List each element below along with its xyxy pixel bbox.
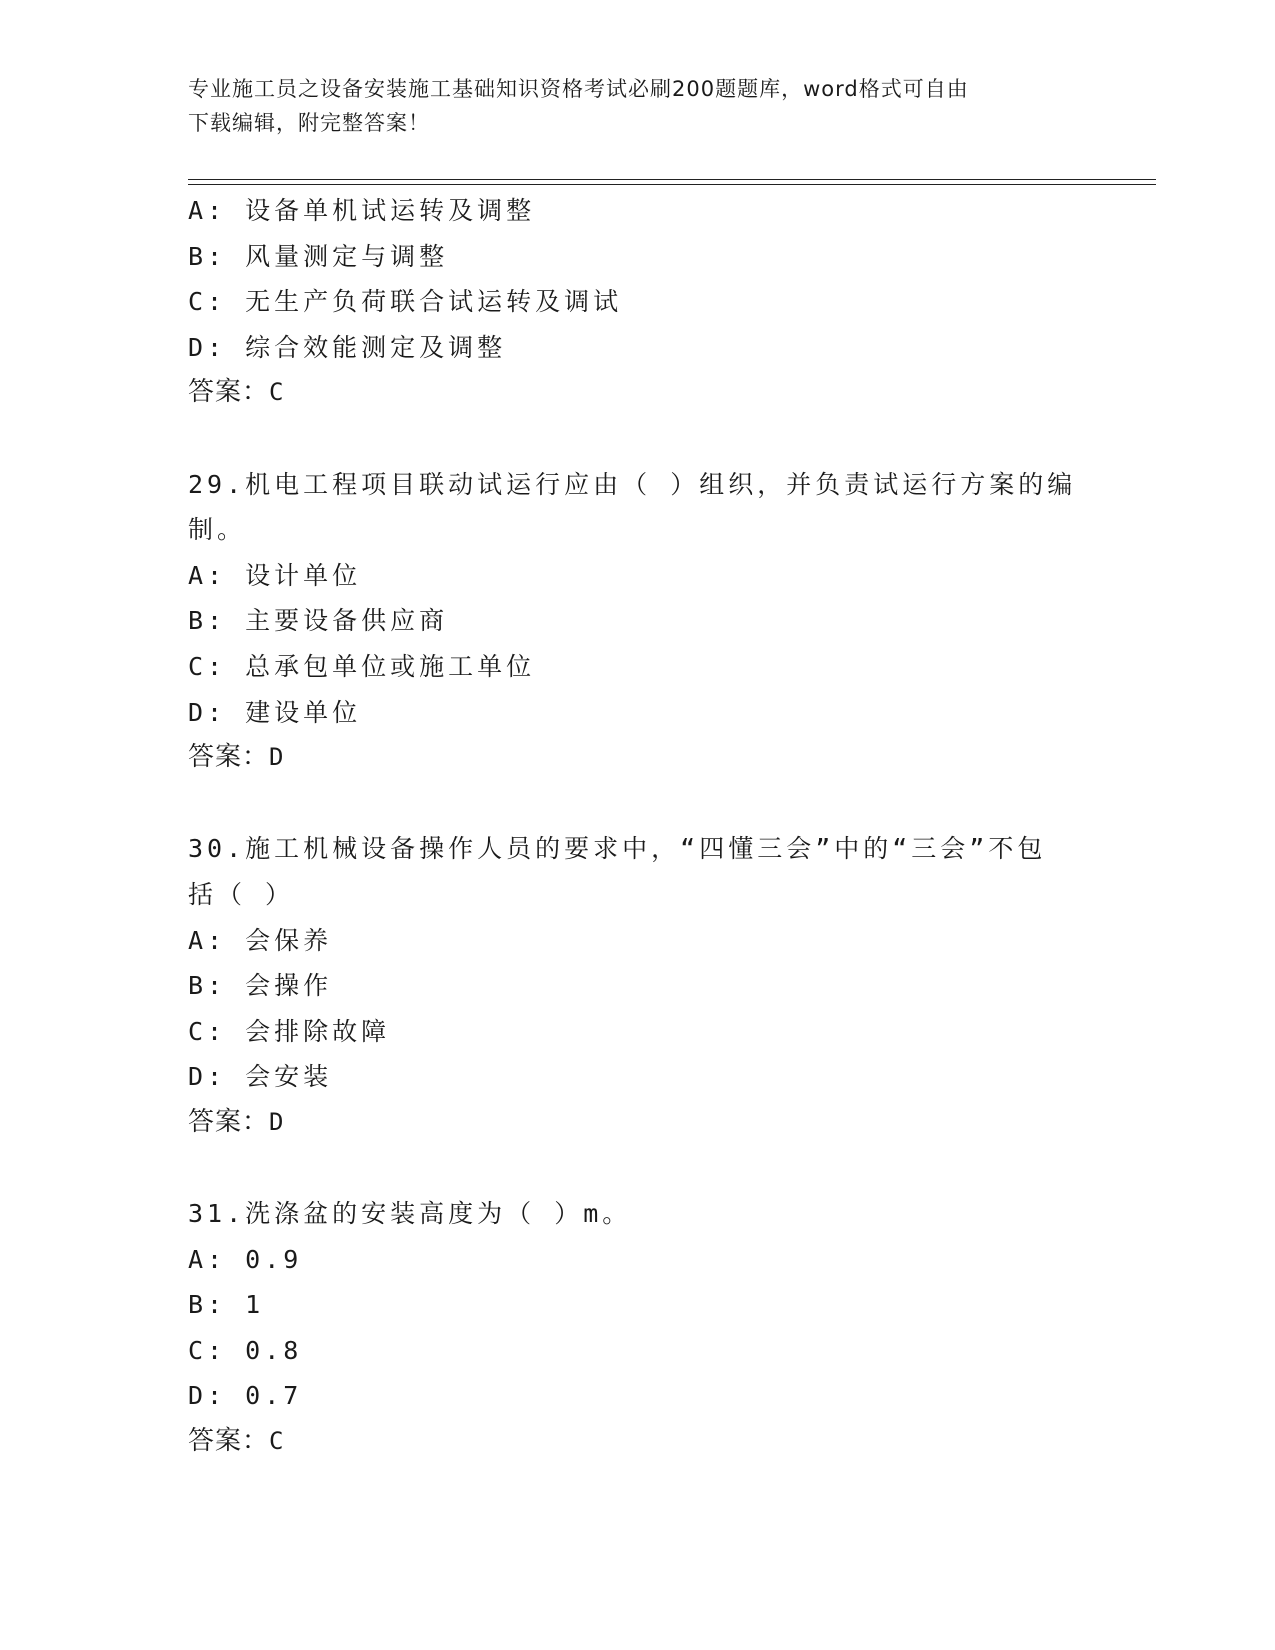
answer-label: 答案： [188,1426,270,1457]
option-b: B: 会操作 [188,971,333,1001]
question-stem-line-1: 31.洗涤盆的安装高度为（ ）m。 [188,1199,632,1229]
question-stem-line-2: 制。 [188,515,247,545]
spacer [188,416,1088,462]
question-stem-line-1: 30.施工机械设备操作人员的要求中，“四懂三会”中的“三会”不包 [188,834,1047,864]
option-b: B: 1 [188,1290,265,1320]
question-31 [188,1191,1088,1465]
header-line-2: 下载编辑，附完整答案！ [188,111,430,135]
option-a: A: 0.9 [188,1244,303,1274]
option-d: D: 综合效能测定及调整 [188,332,507,362]
answer-value: C [269,1427,285,1456]
option-a: A: 会保养 [188,925,333,955]
question-30 [188,826,1088,1145]
option-d: D: 会安装 [188,1062,333,1092]
spacer [188,1145,1088,1191]
question-28 [188,188,1088,416]
option-c: C: 会排除故障 [188,1016,391,1046]
option-c: C: 0.8 [188,1335,303,1365]
option-d: D: 0.7 [188,1381,303,1411]
answer-value: C [269,378,285,407]
option-b: B: 主要设备供应商 [188,606,449,636]
header-line-1: 专业施工员之设备安装施工基础知识资格考试必刷200题题库，word格式可自由 [188,77,969,101]
answer-label: 答案： [188,742,270,773]
answer-value: D [269,1107,285,1136]
answer-line [188,1100,1088,1146]
answer-line [188,1419,1088,1465]
question-stem-line-2: 括（ ） [188,879,295,909]
option-a: A: 设计单位 [188,560,362,590]
question-29 [188,462,1088,781]
answer-label: 答案： [188,377,270,408]
answer-line [188,370,1088,416]
question-list [188,188,1088,1465]
document-header [188,72,1068,140]
answer-label: 答案： [188,1106,270,1137]
header-divider-bottom [188,184,1156,185]
option-a: A: 设备单机试运转及调整 [188,196,536,225]
answer-value: D [269,743,285,772]
option-d: D: 建设单位 [188,697,362,727]
spacer [188,781,1088,827]
option-c: C: 总承包单位或施工单位 [188,651,536,681]
header-divider-top [188,179,1156,180]
option-b: B: 风量测定与调整 [188,241,449,271]
question-stem-line-1: 29.机电工程项目联动试运行应由（ ）组织，并负责试运行方案的编 [188,469,1077,499]
option-c: C: 无生产负荷联合试运转及调试 [188,287,623,317]
answer-line [188,735,1088,781]
